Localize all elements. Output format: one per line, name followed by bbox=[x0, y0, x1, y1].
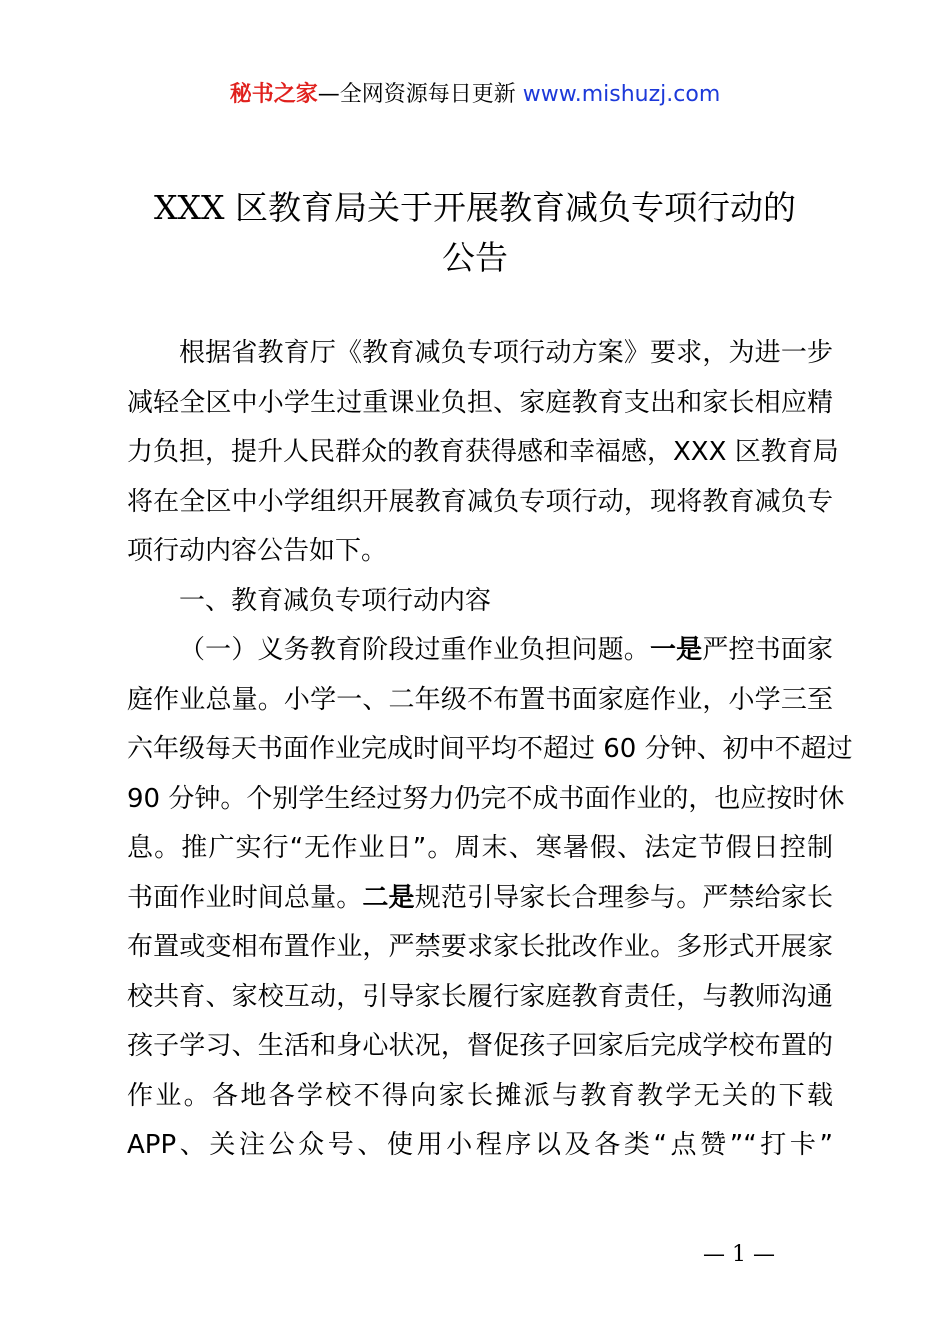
body-line: 布置或变相布置作业，严禁要求家长批改作业。多形式开展家 bbox=[127, 932, 833, 962]
body-line: 力负担，提升人民群众的教育获得感和幸福感，XXX 区教育局 bbox=[127, 437, 839, 467]
body-line bbox=[127, 874, 833, 924]
section-heading: 一、教育减负专项行动内容 bbox=[179, 585, 492, 616]
document-body bbox=[127, 329, 853, 1171]
emphasis-first: 一是 bbox=[649, 635, 703, 665]
body-line bbox=[127, 626, 833, 676]
body-line: APP、关注公众号、使用小程序以及各类“点赞”“打卡” bbox=[127, 1130, 833, 1160]
body-line: 六年级每天书面作业完成时间平均不超过 60 分钟、初中不超过 bbox=[127, 734, 853, 764]
body-text: 严控书面家 bbox=[702, 635, 833, 665]
body-line: 校共育、家校互动，引导家长履行家庭教育责任，与教师沟通 bbox=[127, 981, 833, 1012]
subsection-heading: （一）义务教育阶段过重作业负担问题。 bbox=[179, 635, 650, 665]
body-line: 孩子学习、生活和身心状况，督促孩子回家后完成学校布置的 bbox=[127, 1031, 833, 1061]
site-tagline: —全网资源每日更新 bbox=[317, 82, 523, 107]
body-line: 项行动内容公告如下。 bbox=[127, 536, 388, 566]
document-title bbox=[95, 183, 855, 283]
page-number: — 1 — bbox=[703, 1242, 775, 1267]
site-url-link[interactable]: www.mishuzj.com bbox=[522, 82, 721, 107]
body-line: 作业。各地各学校不得向家长摊派与教育教学无关的下载 bbox=[127, 1080, 833, 1111]
body-line: 息。推广实行“无作业日”。周末、寒暑假、法定节假日控制 bbox=[127, 833, 833, 863]
emphasis-second: 二是 bbox=[362, 882, 415, 913]
body-line: 将在全区中小学组织开展教育减负专项行动，现将教育减负专 bbox=[127, 486, 833, 517]
body-line: 减轻全区中小学生过重课业负担、家庭教育支出和家长相应精 bbox=[127, 387, 833, 418]
body-line: 庭作业总量。小学一、二年级不布置书面家庭作业，小学三至 bbox=[127, 684, 833, 715]
title-line-1: XXX 区教育局关于开展教育减负专项行动的 bbox=[154, 188, 796, 227]
body-line: 根据省教育厅《教育减负专项行动方案》要求，为进一步 bbox=[179, 338, 833, 368]
site-header bbox=[0, 80, 950, 110]
title-line-2: 公告 bbox=[442, 238, 508, 277]
site-brand: 秘书之家 bbox=[229, 82, 318, 107]
body-text: 书面作业时间总量。 bbox=[127, 882, 363, 913]
body-text: 规范引导家长合理参与。严禁给家长 bbox=[414, 882, 833, 913]
body-line: 90 分钟。个别学生经过努力仍完不成书面作业的，也应按时休 bbox=[127, 783, 845, 814]
